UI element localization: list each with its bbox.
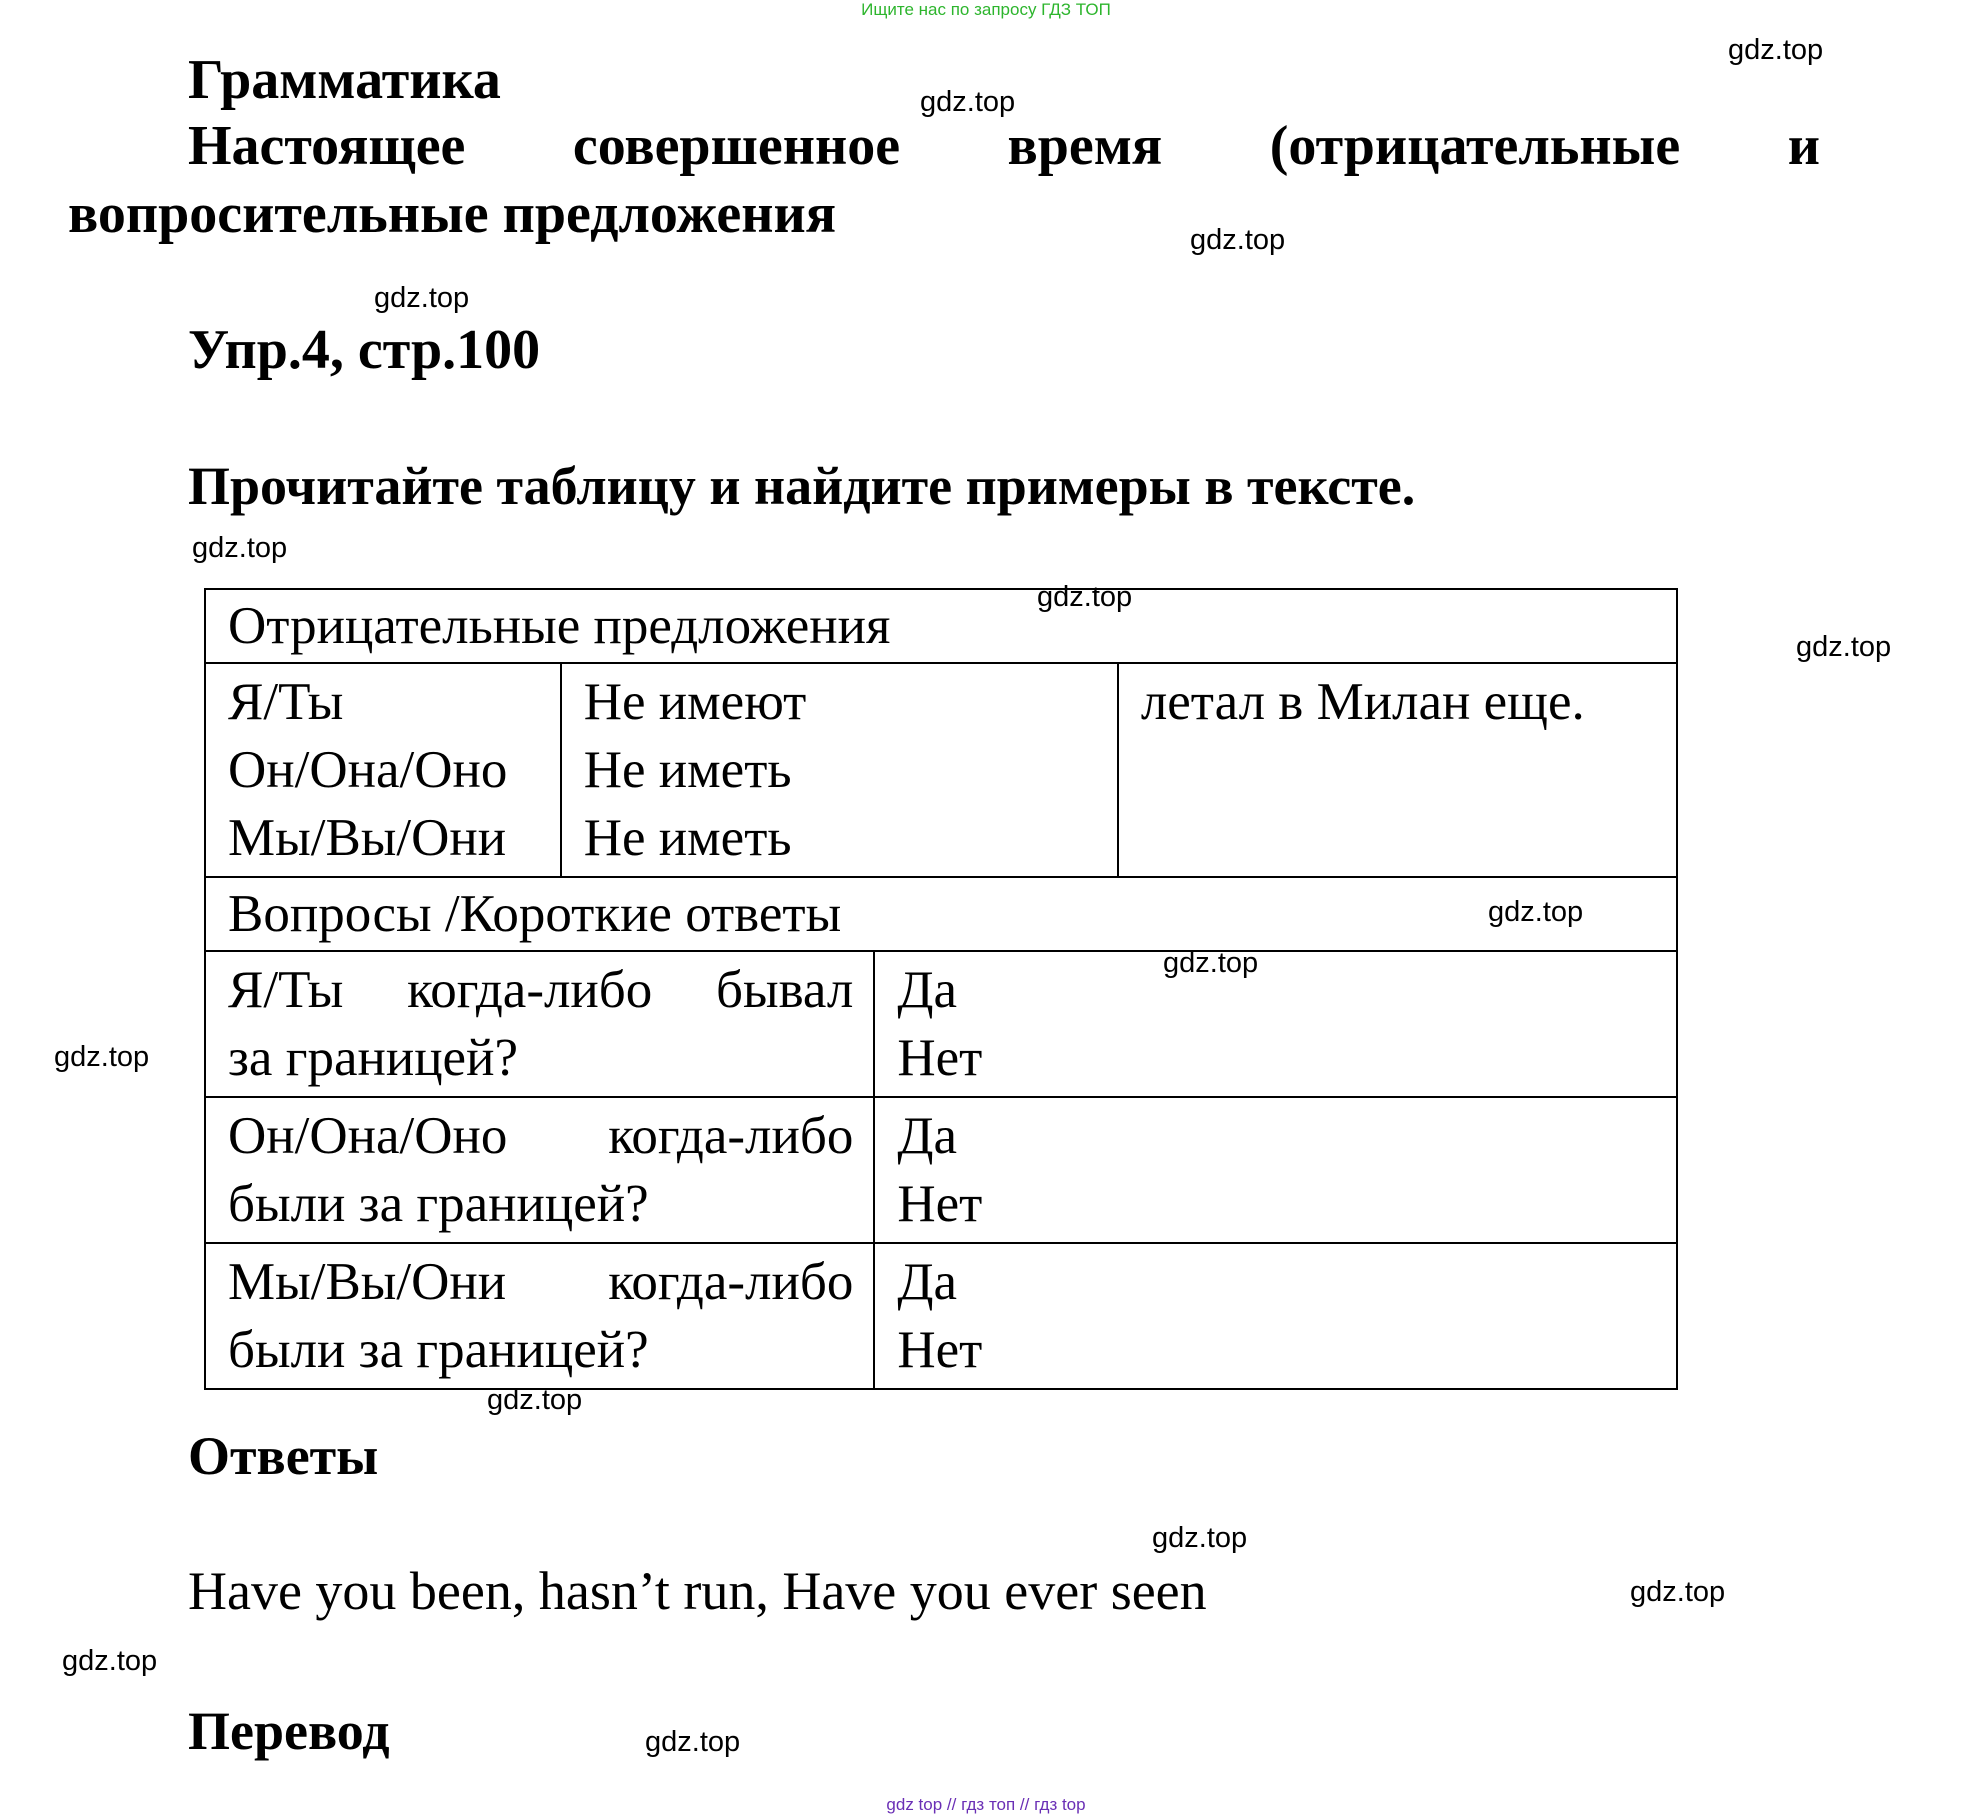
watermark: gdz.top	[1796, 631, 1892, 663]
question-line	[228, 956, 853, 1024]
question-word: Он/Она/Оно	[228, 1107, 508, 1165]
title-word: и	[1787, 115, 1820, 177]
question-cell	[205, 1243, 874, 1389]
short-answers-cell	[874, 951, 1677, 1097]
question-cell	[205, 1097, 874, 1243]
question-word: Мы/Вы/Они	[228, 1253, 507, 1311]
title-word: совершенное	[572, 115, 901, 177]
watermark: gdz.top	[54, 1041, 150, 1073]
answer-no: Нет	[897, 1321, 983, 1379]
questions-header: Вопросы /Короткие ответы	[205, 877, 1677, 951]
watermark: gdz.top	[645, 1726, 741, 1758]
short-answers-cell	[874, 1243, 1677, 1389]
question-line	[228, 1102, 853, 1170]
watermark: gdz.top	[62, 1645, 158, 1677]
grammar-table	[204, 588, 1678, 1390]
answers-text: Have you been, hasn’t run, Have you ever seen	[188, 1561, 1207, 1621]
negative-subjects	[205, 663, 561, 877]
bottom-banner: gdz top // гдз топ // гдз top	[886, 1795, 1086, 1814]
question-line	[228, 1248, 853, 1316]
answers-heading: Ответы	[188, 1426, 379, 1486]
question-cell	[205, 951, 874, 1097]
title-word: время	[1007, 115, 1163, 177]
title-line-2	[188, 114, 1820, 178]
question-line: были за границей?	[228, 1321, 649, 1379]
answer-yes: Да	[897, 1107, 958, 1165]
page-title: Грамматика	[188, 49, 501, 111]
watermark: gdz.top	[1190, 224, 1286, 256]
negative-header: Отрицательные предложения	[205, 589, 1677, 663]
question-word: когда-либо	[608, 1107, 854, 1165]
watermark: gdz.top	[1630, 1576, 1726, 1608]
verb: Не иметь	[583, 809, 792, 867]
watermark: gdz.top	[1037, 581, 1133, 613]
translation-heading: Перевод	[188, 1701, 390, 1761]
watermark: gdz.top	[1152, 1522, 1248, 1554]
watermark: gdz.top	[1163, 947, 1259, 979]
verb: Не имеют	[583, 673, 807, 731]
question-line: за границей?	[228, 1029, 518, 1087]
verb: Не иметь	[583, 741, 792, 799]
title-line-3: вопросительные предложения	[68, 183, 837, 245]
title-word: (отрицательные	[1269, 115, 1681, 177]
watermark: gdz.top	[487, 1384, 583, 1416]
task-text: Прочитайте таблицу и найдите примеры в тексте.	[188, 456, 1416, 516]
watermark: gdz.top	[1728, 34, 1824, 66]
subject: Я/Ты	[228, 673, 344, 731]
top-banner: Ищите нас по запросу ГДЗ ТОП	[861, 0, 1111, 19]
question-word: Я/Ты	[228, 961, 344, 1019]
exercise-number: Упр.4, стр.100	[188, 319, 541, 381]
watermark: gdz.top	[1488, 896, 1584, 928]
watermark: gdz.top	[192, 532, 288, 564]
negative-verbs	[561, 663, 1118, 877]
answer-yes: Да	[897, 1253, 958, 1311]
question-word: бывал	[716, 961, 854, 1019]
short-answers-cell	[874, 1097, 1677, 1243]
question-word: когда-либо	[407, 961, 653, 1019]
answer-no: Нет	[897, 1029, 983, 1087]
watermark: gdz.top	[374, 282, 470, 314]
title-word: Настоящее	[188, 115, 466, 177]
question-line: были за границей?	[228, 1175, 649, 1233]
question-word: когда-либо	[608, 1253, 854, 1311]
subject: Мы/Вы/Они	[228, 809, 507, 867]
watermark: gdz.top	[920, 86, 1016, 118]
negative-ending: летал в Милан еще.	[1118, 663, 1677, 877]
answer-no: Нет	[897, 1175, 983, 1233]
answer-yes: Да	[897, 961, 958, 1019]
subject: Он/Она/Оно	[228, 741, 508, 799]
